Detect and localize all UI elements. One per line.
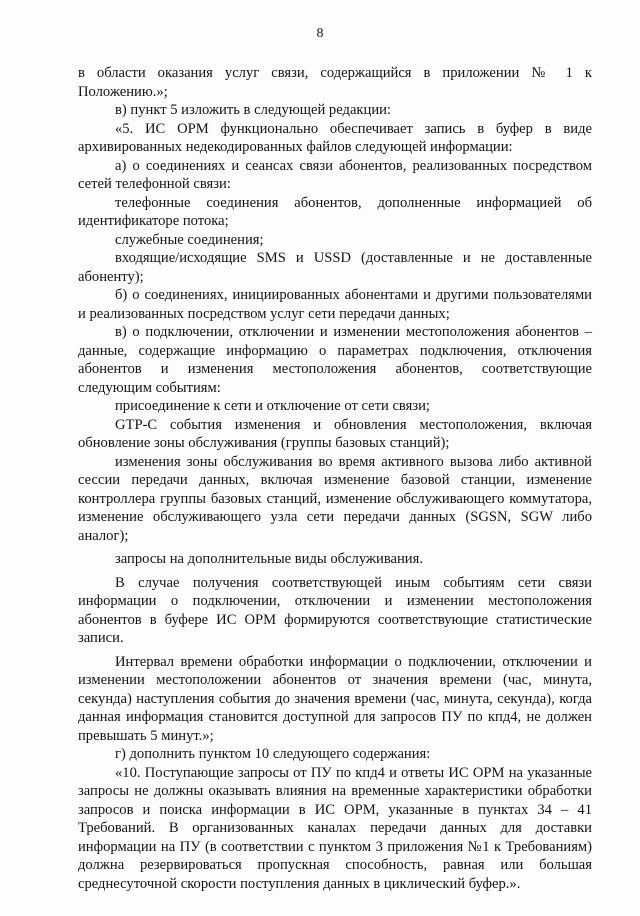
paragraph-clause-5: «5. ИС ОРМ функционально обеспечивает запись в буфер в виде архивированных недекодированных файлов следующей информации:: [78, 120, 592, 155]
page-number: 8: [316, 26, 324, 41]
paragraph-processing-interval: Интервал времени обработки информации о подключении, отключении и изменении местоположении абонентов от значения времени (час, минута, секунда) наступления события до значения времени (час, минута, секунда), когда данная информация становится доступной для запросов ПУ по кпд4, не должен превышать 5 минут.»;: [78, 653, 592, 744]
paragraph-item-v: в) пункт 5 изложить в следующей редакции:: [115, 102, 391, 118]
paragraph-gtp-c: GTP-C события изменения и обновления местоположения, включая обновление зоны обслуживания (группы базовых станций);: [78, 416, 592, 451]
paragraph-sms-ussd: входящие/исходящие SMS и USSD (доставленные и не доставленные абоненту);: [78, 250, 592, 285]
paragraph-other-events: В случае получения соответствующей иным событиям сети связи информации о подключении, отключении и изменении местоположения абонентов в буфере ИС ОРМ формируются соответствующие статистические записи.: [78, 574, 592, 646]
paragraph-subitem-a: а) о соединениях и сеансах связи абонентов, реализованных посредством сетей телефонной связи:: [78, 157, 592, 192]
paragraph-phone-connections: телефонные соединения абонентов, дополненные информацией об идентификаторе потока;: [78, 194, 592, 229]
paragraph-clause-10: «10. Поступающие запросы от ПУ по кпд4 и ответы ИС ОРМ на указанные запросы не должны оказывать влияния на временные характеристики обработки запросов и поиска информации в ИС ОРМ, указанные в пунктах 34 – 41 Требований. В организованных каналах передачи данных для доставки информации на ПУ (в соответствии с пунктом 3 приложения №1 к Требованиям) должна резервироваться пропускная способность, равная или большая среднесуточной скорости поступления данных в циклический буфер.».: [78, 764, 592, 892]
paragraph-subitem-b: б) о соединениях, инициированных абонентами и другими пользователями и реализованных посредством услуг сети передачи данных;: [78, 287, 592, 322]
paragraph-service-connections: служебные соединения;: [115, 231, 264, 248]
paragraph-network-attach: присоединение к сети и отключение от сети связи;: [115, 398, 430, 414]
paragraph-zone-change: изменения зоны обслуживания во время активного вызова либо активной сессии передачи данных, включая изменение базовой станции, изменение контроллера группы базовых станций, изменение обслуживающего коммутатора, изменение обслуживающего узла сети передачи данных (SGSN, SGW либо аналог);: [78, 453, 592, 544]
document-body: [78, 64, 592, 893]
paragraph-subitem-v: в) о подключении, отключении и изменении местоположения абонентов – данные, содержащие информацию о параметрах подключения, отключения абонентов и изменения местоположения абонентов, соответствующие следующим событиям:: [78, 324, 592, 396]
paragraph-item-g: г) дополнить пунктом 10 следующего содержания:: [115, 746, 431, 762]
paragraph-continuation: в области оказания услуг связи, содержащийся в приложении № 1 к Положению.»;: [78, 65, 592, 100]
paragraph-additional-requests: запросы на дополнительные виды обслуживания.: [115, 551, 423, 567]
